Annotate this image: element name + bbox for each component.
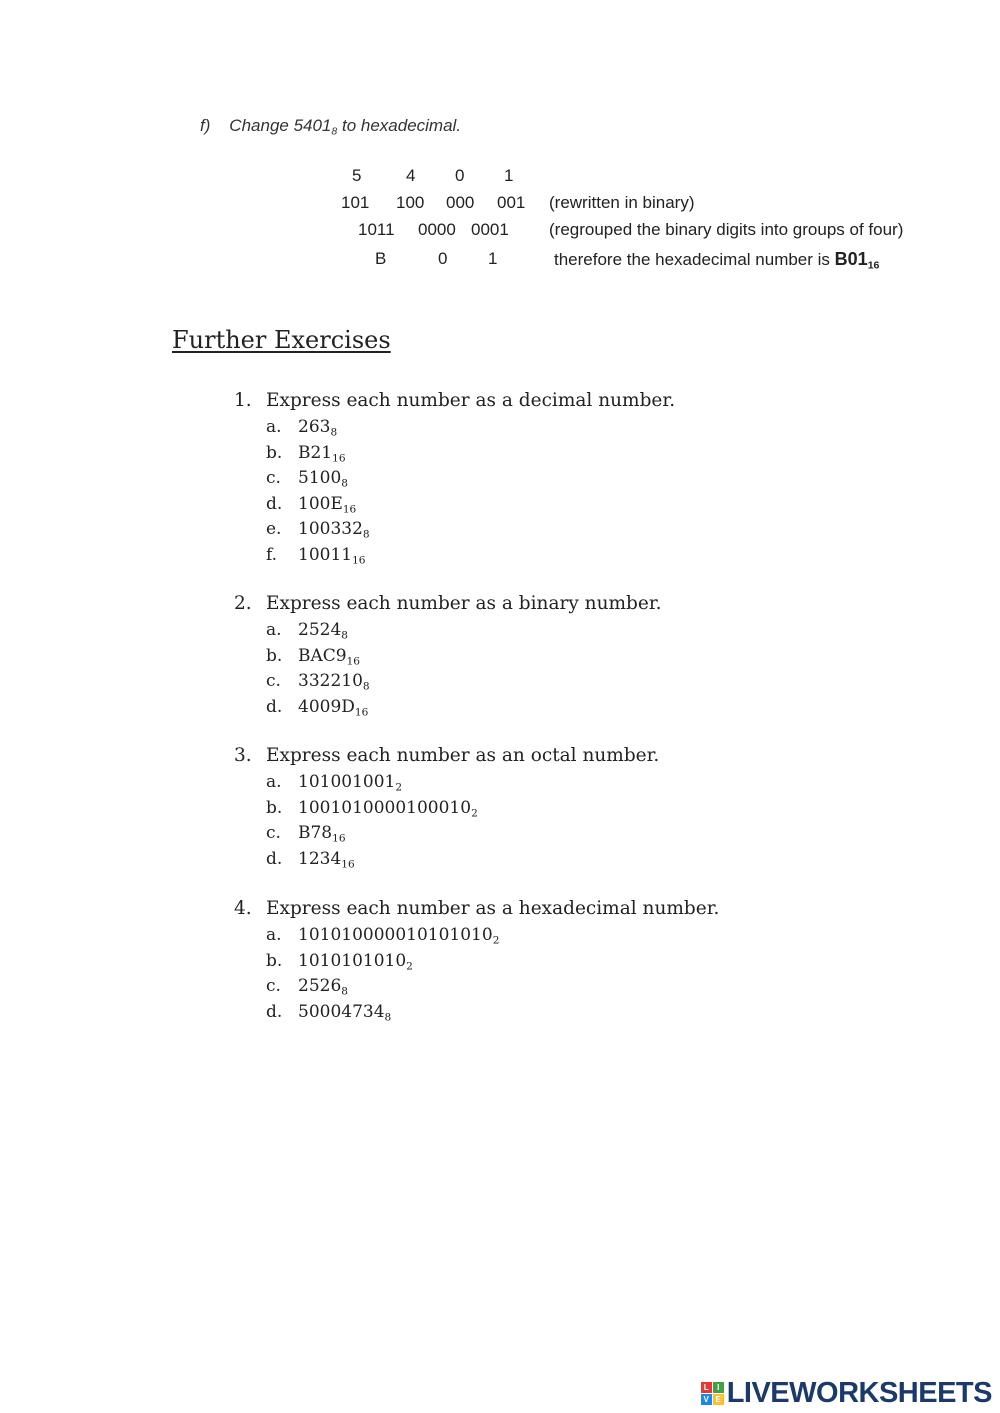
item-label: c. — [266, 976, 281, 996]
item-value: B21 — [298, 442, 333, 463]
group-cell: 0000 — [418, 220, 456, 239]
hex-cell: 0 — [438, 249, 448, 268]
list-item — [266, 849, 355, 869]
item-value: 100332 — [298, 519, 363, 539]
item-value: BAC9 — [298, 645, 347, 666]
item-base: 2 — [492, 934, 500, 947]
item-base: 16 — [352, 554, 366, 567]
item-label: c. — [266, 823, 281, 843]
item-base: 2 — [471, 807, 478, 820]
question-number: 2. — [234, 593, 252, 614]
item-value: 2526 — [298, 976, 342, 996]
item-base: 8 — [384, 1011, 392, 1024]
logo-mark-icon — [701, 1382, 724, 1405]
list-item — [266, 1002, 391, 1022]
list-item — [266, 671, 370, 691]
item-label: a. — [266, 925, 282, 945]
question-text: Express each number as an octal number. — [266, 745, 660, 766]
digit-cell: 4 — [406, 166, 416, 185]
logo-square: I — [713, 1382, 724, 1393]
item-label: d. — [266, 696, 283, 717]
list-item — [266, 443, 346, 463]
item-value: 100E — [298, 493, 343, 514]
question-number: 4. — [234, 898, 252, 919]
question-text: Express each number as a decimal number. — [266, 390, 676, 411]
binary-cell: 101 — [341, 193, 370, 212]
list-item — [266, 646, 360, 666]
list-item — [266, 697, 368, 717]
example-text-before: Change 5401 — [229, 116, 332, 135]
item-label: c. — [266, 671, 281, 691]
groups-note: (regrouped the binary digits into groups of four) — [549, 220, 904, 239]
binary-note: (rewritten in binary) — [549, 193, 695, 212]
list-item — [266, 925, 499, 945]
item-label: f. — [266, 544, 278, 565]
item-base: 16 — [342, 503, 357, 516]
item-label: c. — [266, 468, 281, 488]
answer-value: B01 — [834, 249, 868, 269]
example-text-sub: 8 — [331, 125, 338, 138]
item-value: 101010000010101010 — [298, 925, 493, 945]
list-item — [266, 494, 356, 514]
list-item — [266, 545, 366, 565]
item-label: e. — [266, 519, 282, 539]
item-value: 1001010000100010 — [298, 797, 472, 818]
logo-square: E — [713, 1394, 724, 1405]
item-value: 263 — [298, 417, 331, 437]
item-base: 8 — [341, 629, 348, 642]
item-value: 1010101010 — [298, 950, 407, 971]
item-base: 16 — [332, 832, 346, 845]
list-item — [266, 620, 348, 640]
section-title: Further Exercises — [172, 326, 391, 354]
item-label: d. — [266, 848, 283, 869]
question-prompt — [234, 593, 662, 614]
item-label: d. — [266, 493, 283, 514]
item-base: 2 — [395, 781, 403, 794]
example-label: f) — [200, 116, 211, 135]
item-value: 5100 — [298, 468, 342, 488]
logo-square: V — [701, 1394, 712, 1405]
item-label: a. — [266, 772, 282, 792]
item-base: 8 — [362, 528, 370, 541]
list-item — [266, 417, 337, 437]
item-base: 16 — [346, 655, 360, 668]
item-base: 8 — [341, 477, 348, 490]
question-prompt — [234, 745, 659, 766]
binary-cell: 000 — [446, 193, 475, 212]
item-label: d. — [266, 1001, 283, 1022]
example-text-after: to hexadecimal. — [337, 116, 462, 135]
item-base: 8 — [341, 985, 348, 998]
group-cell: 1011 — [358, 220, 395, 239]
item-value: 2524 — [298, 620, 342, 640]
list-item — [266, 823, 346, 843]
digit-cell: 5 — [352, 166, 362, 185]
item-value: 4009D — [298, 696, 355, 717]
item-value: 10011 — [298, 544, 353, 565]
item-label: b. — [266, 950, 283, 971]
item-label: a. — [266, 620, 282, 640]
item-base: 16 — [332, 452, 346, 465]
conclusion-text: therefore the hexadecimal number is — [554, 250, 835, 269]
question-prompt — [234, 390, 675, 411]
digit-cell: 0 — [455, 166, 465, 185]
item-value: 1234 — [298, 848, 342, 869]
item-label: a. — [266, 417, 282, 437]
group-cell: 0001 — [471, 220, 509, 239]
question-text: Express each number as a binary number. — [266, 593, 662, 614]
example-heading — [200, 116, 461, 136]
digit-cell: 1 — [504, 166, 514, 185]
question-number: 3. — [234, 745, 252, 766]
list-item — [266, 519, 370, 539]
item-value: 50004734 — [298, 1001, 385, 1022]
list-item — [266, 772, 402, 792]
logo-square: L — [701, 1382, 712, 1393]
question-number: 1. — [234, 390, 252, 411]
item-value: 332210 — [298, 671, 363, 691]
binary-cell: 001 — [497, 193, 526, 212]
list-item — [266, 468, 348, 488]
list-item — [266, 798, 478, 818]
item-value: B78 — [298, 823, 333, 843]
list-item — [266, 951, 413, 971]
question-prompt — [234, 898, 719, 919]
item-base: 16 — [341, 858, 355, 871]
binary-cell: 100 — [396, 193, 425, 212]
question-text: Express each number as a hexadecimal number. — [266, 898, 720, 919]
item-label: b. — [266, 797, 283, 818]
hex-cell: B — [375, 249, 387, 268]
item-value: 101001001 — [298, 772, 396, 792]
item-label: b. — [266, 442, 283, 463]
logo-text: LIVEWORKSHEETS — [726, 1376, 992, 1409]
liveworksheets-logo — [701, 1376, 992, 1410]
list-item — [266, 976, 348, 996]
item-base: 2 — [406, 960, 413, 973]
item-base: 8 — [330, 426, 338, 439]
hex-cell: 1 — [488, 249, 498, 268]
item-base: 16 — [354, 706, 369, 719]
item-label: b. — [266, 645, 283, 666]
item-base: 8 — [362, 680, 370, 693]
answer-base: 16 — [867, 259, 880, 272]
conclusion — [554, 249, 879, 270]
